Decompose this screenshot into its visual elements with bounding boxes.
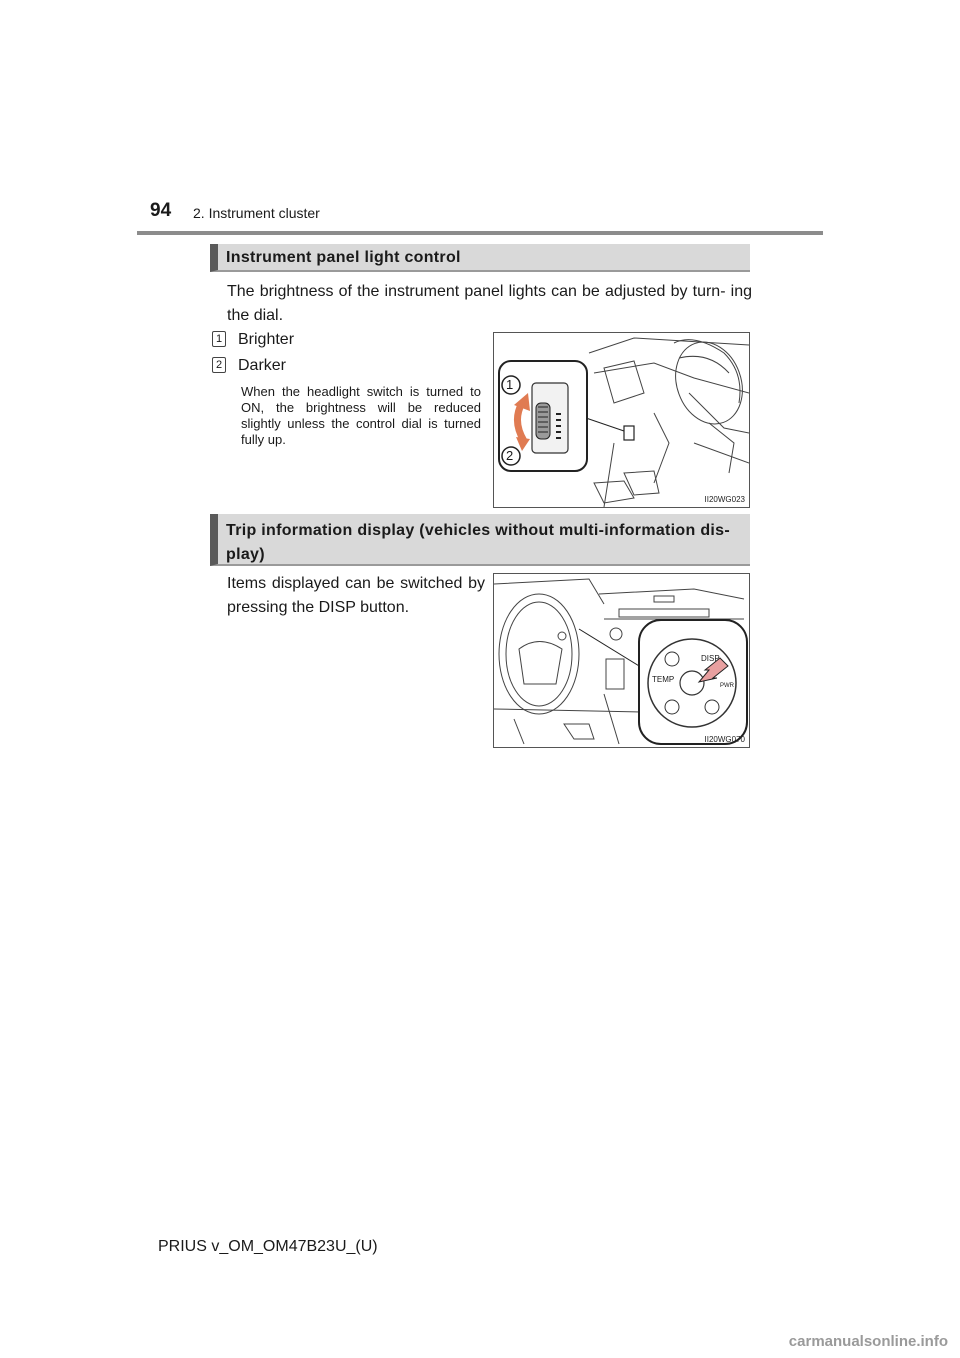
item-label: Darker	[238, 357, 287, 374]
page-number: 94	[150, 200, 172, 221]
watermark[interactable]: carmanualsonline.info	[788, 1333, 948, 1350]
list-item-brighter	[212, 329, 294, 351]
item-number-badge: 2	[212, 357, 226, 373]
section-heading-panel-light: Instrument panel light control	[210, 244, 750, 272]
list-item-darker	[212, 355, 286, 377]
panel-light-intro: The brightness of the instrument panel lights can be adjusted by turn- ing the dial.	[227, 283, 752, 324]
pwr-label: PWR	[720, 683, 734, 689]
header-rule	[137, 231, 823, 235]
callout-2-label: 2	[506, 448, 514, 463]
chapter-title: 2. Instrument cluster	[193, 205, 320, 221]
figure-code: II20WG070	[704, 735, 745, 744]
section-heading-trip-info: Trip information display (vehicles without multi-information dis- play)	[210, 514, 750, 566]
dial-illustration	[493, 332, 750, 508]
document-id: PRIUS v_OM_OM47B23U_(U)	[158, 1238, 378, 1255]
item-label: Brighter	[238, 331, 295, 348]
item-number-badge: 1	[212, 331, 226, 347]
headlight-note: When the headlight switch is turned to ON, the brightness will be reduced slightly unless the control dial is turned fully up.	[241, 384, 481, 447]
callout-1-label: 1	[506, 377, 514, 392]
trip-info-intro: Items displayed can be switched by pressing the DISP button.	[227, 575, 485, 616]
disp-label: DISP	[701, 654, 720, 663]
figure-code: II20WG023	[704, 495, 745, 504]
disp-button-illustration	[493, 573, 750, 748]
dashboard-dial-drawing	[494, 333, 749, 507]
temp-label: TEMP	[652, 675, 675, 684]
